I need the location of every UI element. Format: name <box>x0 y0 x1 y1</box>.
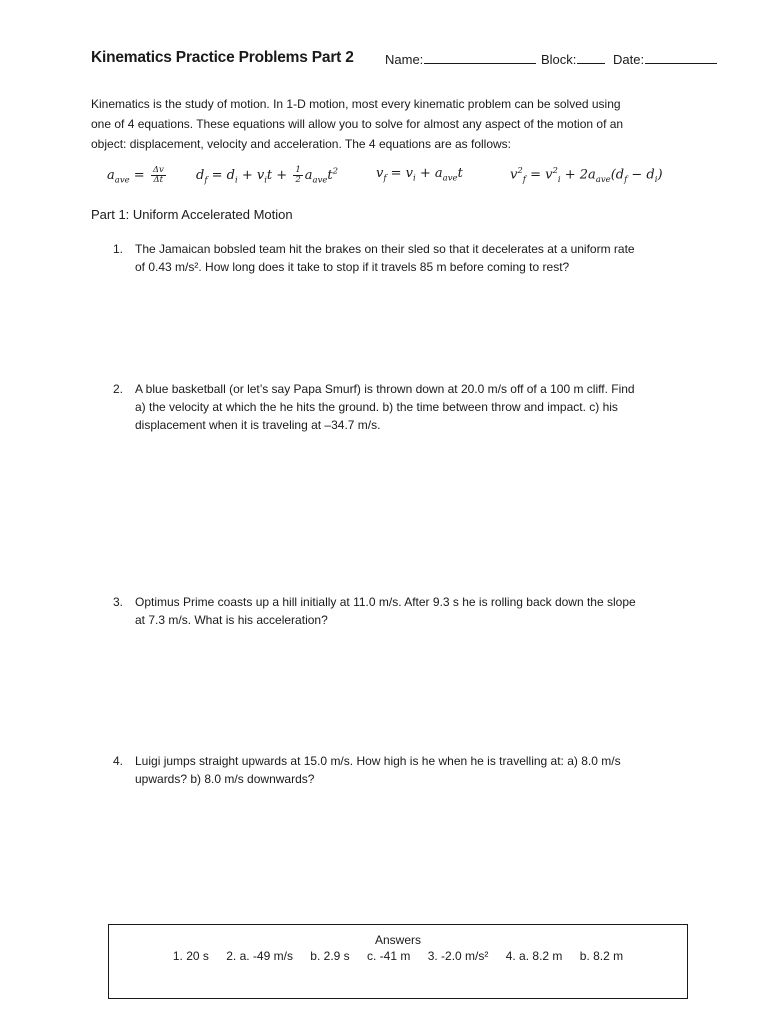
page-title: Kinematics Practice Problems Part 2 <box>91 49 354 66</box>
eq-subscript: i <box>654 174 658 185</box>
equation-velocity-squared <box>510 166 663 185</box>
eq-symbol: = v <box>525 167 553 183</box>
answers-title: Answers <box>374 933 421 947</box>
eq-symbol: (d <box>610 167 625 183</box>
answer-item: 1. 20 s <box>172 949 209 963</box>
eq-symbol: = d <box>207 168 235 183</box>
question-text <box>135 752 673 788</box>
question-4 <box>113 752 673 788</box>
eq-symbol: + v <box>237 168 265 183</box>
date-blank[interactable] <box>645 51 717 64</box>
question-line: of 0.43 m/s². How long does it take to stop if it travels 85 m before coming to rest? <box>135 260 570 274</box>
eq-symbol: t + <box>266 168 292 183</box>
answers-box <box>108 924 688 999</box>
eq-fraction <box>293 166 302 185</box>
equation-displacement <box>196 166 338 186</box>
answer-item: 4. a. 8.2 m <box>505 949 563 963</box>
name-blank[interactable] <box>424 51 536 64</box>
question-text <box>135 380 673 434</box>
question-line: Luigi jumps straight upwards at 15.0 m/s. How high is he when he is travelling at: a) 8.0 m/s <box>135 754 621 768</box>
eq-subscript: i <box>234 175 238 186</box>
date-field[interactable] <box>613 51 717 67</box>
question-text <box>135 593 673 629</box>
eq-denominator: 2 <box>295 175 301 185</box>
question-line: The Jamaican bobsled team hit the brakes on their sled so that it decelerates at a uniform rate <box>135 242 635 256</box>
eq-symbol: = v <box>386 166 414 181</box>
question-line: displacement when it is traveling at –34.7 m/s. <box>135 418 381 432</box>
name-label: Name: <box>385 52 424 67</box>
answers-row <box>109 949 687 963</box>
intro-paragraph <box>91 94 671 154</box>
question-3 <box>113 593 673 629</box>
eq-numerator: Δv <box>152 165 164 175</box>
eq-subscript: i <box>413 173 416 184</box>
answer-item: 2. a. -49 m/s <box>226 949 293 963</box>
eq-superscript: 2 <box>332 166 339 177</box>
eq-symbol: ) <box>657 167 663 183</box>
block-label: Block: <box>541 52 577 67</box>
question-line: at 7.3 m/s. What is his acceleration? <box>135 613 328 627</box>
intro-line: Kinematics is the study of motion. In 1-D motion, most every kinematic problem can be solved using <box>91 97 621 111</box>
question-line: a) the velocity at which the he hits the ground. b) the time between throw and impact. c) his <box>135 400 618 414</box>
eq-fraction <box>151 166 166 185</box>
eq-subscript: ave <box>312 175 328 186</box>
eq-subscript: f <box>383 173 387 184</box>
eq-subscript: ave <box>114 175 130 186</box>
eq-subscript: i <box>557 174 561 185</box>
equation-final-velocity <box>376 166 463 184</box>
answer-item: b. 8.2 m <box>579 949 624 963</box>
eq-subscript: ave <box>442 173 458 184</box>
question-1 <box>113 240 673 276</box>
eq-symbol: d <box>196 168 205 183</box>
eq-subscript: f <box>624 174 628 185</box>
eq-subscript: f <box>522 174 526 185</box>
eq-subscript: i <box>264 175 267 186</box>
name-field[interactable] <box>385 51 536 67</box>
eq-subscript: ave <box>595 174 611 185</box>
eq-symbol: v <box>376 166 384 181</box>
eq-symbol: + 2a <box>560 167 596 183</box>
intro-line: object: displacement, velocity and acceleration. The 4 equations are as follows: <box>91 137 512 151</box>
equation-average-acceleration <box>107 166 168 186</box>
question-number: 4. <box>113 754 124 768</box>
question-2 <box>113 380 673 434</box>
block-blank[interactable] <box>577 51 605 64</box>
eq-symbol: − d <box>627 167 655 183</box>
answer-item: c. -41 m <box>367 949 411 963</box>
eq-denominator: Δt <box>153 175 164 185</box>
eq-superscript: 2 <box>552 166 558 176</box>
eq-numerator: 1 <box>295 165 301 175</box>
answer-item: 3. -2.0 m/s² <box>427 949 489 963</box>
eq-superscript: 2 <box>517 166 523 176</box>
question-number: 3. <box>113 595 124 609</box>
eq-symbol: a <box>107 168 115 183</box>
eq-symbol: t <box>327 168 333 183</box>
block-field[interactable] <box>541 51 605 67</box>
answer-item: b. 2.9 s <box>310 949 350 963</box>
eq-subscript: f <box>204 175 208 186</box>
question-line: A blue basketball (or let’s say Papa Smurf) is thrown down at 20.0 m/s off of a 100 m cliff. Find <box>135 382 635 396</box>
question-number: 2. <box>113 382 124 396</box>
eq-symbol: + a <box>415 166 443 181</box>
section-heading: Part 1: Uniform Accelerated Motion <box>91 207 293 222</box>
question-number: 1. <box>113 242 124 256</box>
eq-symbol: a <box>304 168 313 183</box>
eq-symbol: v <box>510 167 518 183</box>
question-line: upwards? b) 8.0 m/s downwards? <box>135 772 315 786</box>
question-text <box>135 240 673 276</box>
eq-symbol: = <box>129 168 149 183</box>
eq-symbol: t <box>457 166 463 181</box>
date-label: Date: <box>613 52 645 67</box>
question-line: Optimus Prime coasts up a hill initially at 11.0 m/s. After 9.3 s he is rolling back down the slope <box>135 595 636 609</box>
intro-line: one of 4 equations. These equations will allow you to solve for almost any aspect of the motion of an <box>91 117 624 131</box>
